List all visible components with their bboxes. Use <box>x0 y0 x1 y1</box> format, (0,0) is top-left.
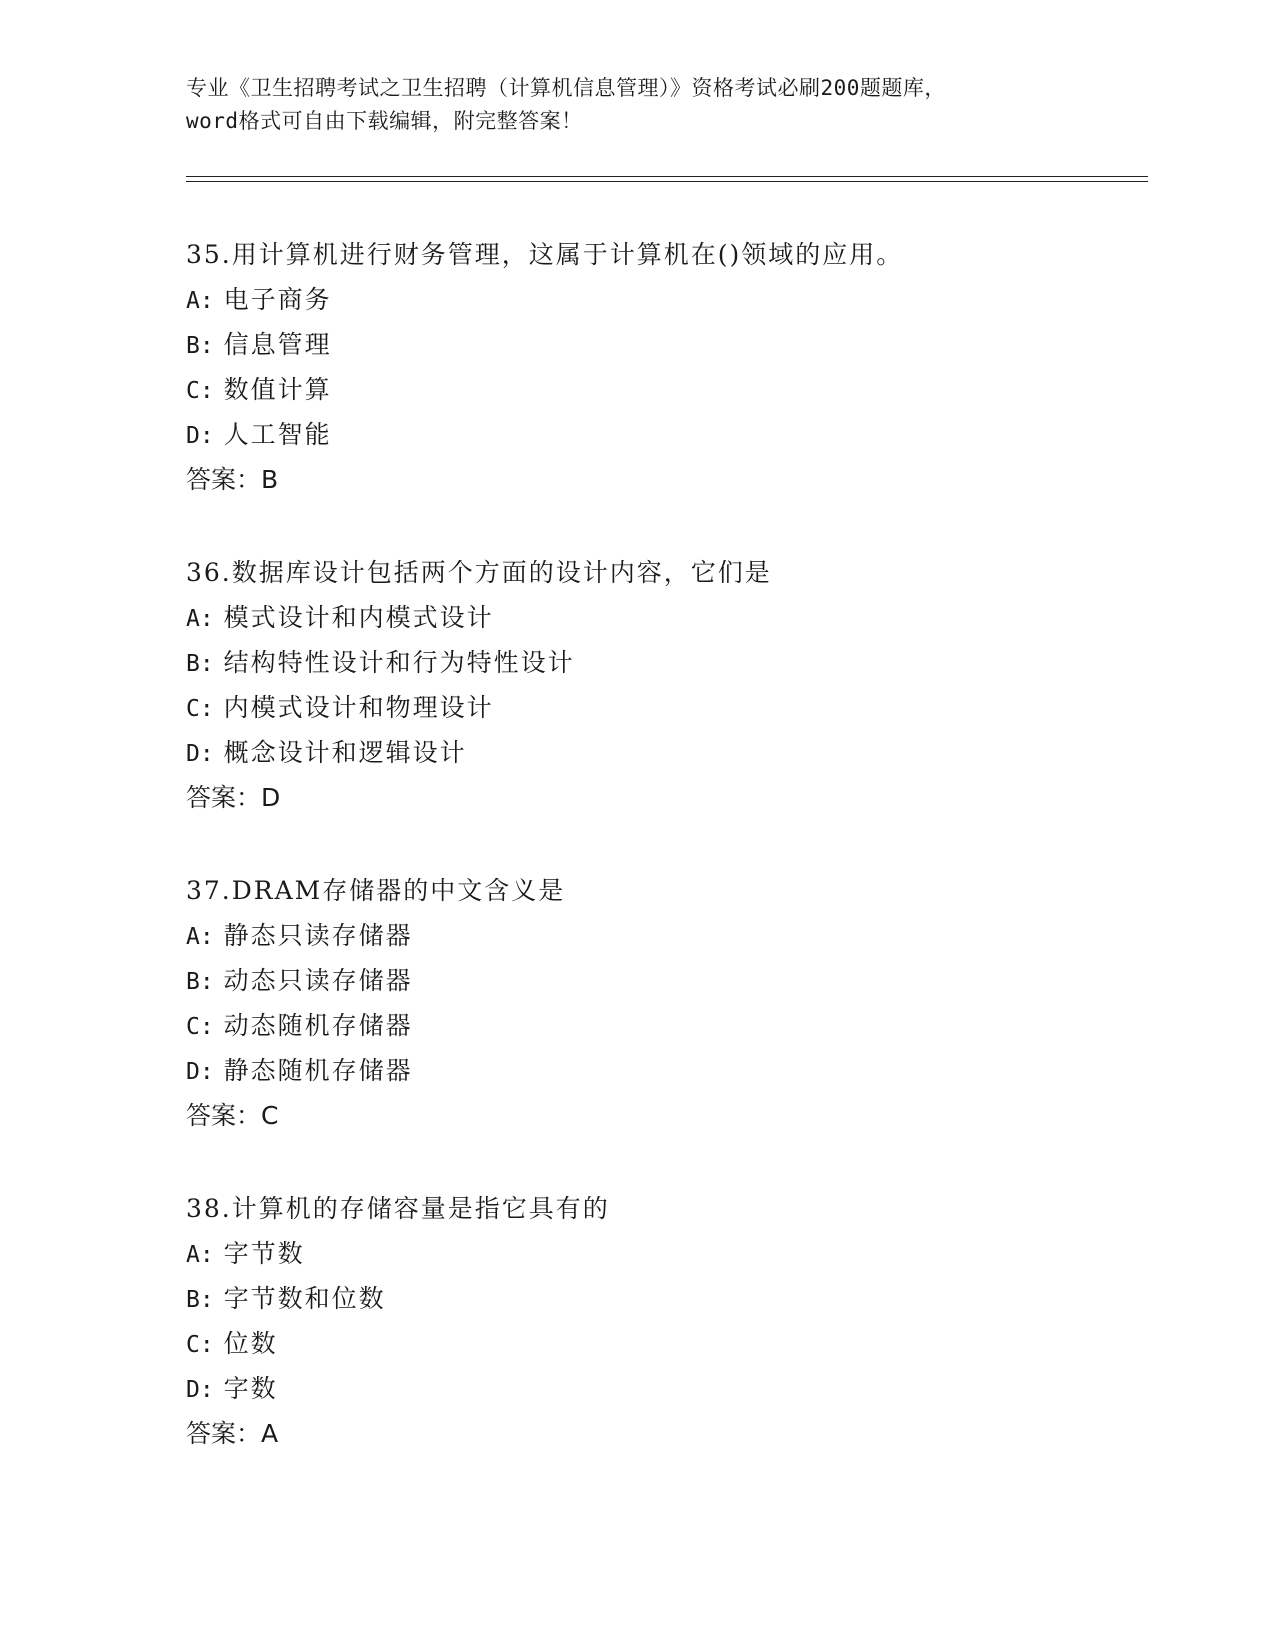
option-text: 静态只读存储器 <box>223 921 413 950</box>
option-text: 静态随机存储器 <box>223 1056 413 1085</box>
header-title-line-2: word格式可自由下载编辑，附完整答案！ <box>186 109 583 133</box>
option-b <box>186 322 1186 367</box>
document-header <box>186 72 1086 138</box>
question-stem: 36.数据库设计包括两个方面的设计内容，它们是 <box>186 558 772 587</box>
option-label: C: <box>186 1014 214 1040</box>
option-b <box>186 958 1186 1003</box>
option-text: 动态随机存储器 <box>223 1011 413 1040</box>
option-text: 信息管理 <box>223 330 332 359</box>
option-c <box>186 367 1186 412</box>
option-text: 动态只读存储器 <box>223 966 413 995</box>
answer: 答案：C <box>186 1101 279 1130</box>
option-label: D: <box>186 423 214 449</box>
option-c <box>186 685 1186 730</box>
option-text: 电子商务 <box>223 285 332 314</box>
answer: 答案：A <box>186 1419 279 1448</box>
option-text: 内模式设计和物理设计 <box>223 693 494 722</box>
option-text: 人工智能 <box>223 420 332 449</box>
option-label: C: <box>186 696 214 722</box>
option-label: A: <box>186 288 214 314</box>
option-b <box>186 640 1186 685</box>
option-label: A: <box>186 924 214 950</box>
option-text: 概念设计和逻辑设计 <box>223 738 467 767</box>
option-text: 结构特性设计和行为特性设计 <box>223 648 575 677</box>
question-stem: 38.计算机的存储容量是指它具有的 <box>186 1194 610 1223</box>
option-label: D: <box>186 1377 214 1403</box>
option-d <box>186 412 1186 457</box>
option-b <box>186 1276 1186 1321</box>
option-label: D: <box>186 1059 214 1085</box>
question-35 <box>186 232 1186 502</box>
question-stem: 35.用计算机进行财务管理，这属于计算机在()领域的应用。 <box>186 240 904 269</box>
option-d <box>186 730 1186 775</box>
option-a <box>186 277 1186 322</box>
option-a <box>186 1231 1186 1276</box>
option-label: A: <box>186 606 214 632</box>
option-label: B: <box>186 969 214 995</box>
answer: 答案：B <box>186 465 279 494</box>
answer: 答案：D <box>186 783 281 812</box>
option-c <box>186 1321 1186 1366</box>
option-a <box>186 913 1186 958</box>
option-text: 位数 <box>223 1329 278 1358</box>
header-divider-top <box>186 176 1148 177</box>
option-d <box>186 1048 1186 1093</box>
option-label: B: <box>186 333 214 359</box>
option-label: C: <box>186 378 214 404</box>
option-text: 字节数和位数 <box>223 1284 386 1313</box>
option-text: 数值计算 <box>223 375 332 404</box>
header-divider-bottom <box>186 181 1148 182</box>
option-text: 字节数 <box>223 1239 305 1268</box>
question-stem: 37.DRAM存储器的中文含义是 <box>186 876 566 905</box>
option-d <box>186 1366 1186 1411</box>
question-36 <box>186 550 1186 820</box>
option-c <box>186 1003 1186 1048</box>
question-37 <box>186 868 1186 1138</box>
option-label: C: <box>186 1332 214 1358</box>
question-38 <box>186 1186 1186 1456</box>
option-text: 字数 <box>223 1374 278 1403</box>
option-text: 模式设计和内模式设计 <box>223 603 494 632</box>
option-label: A: <box>186 1242 214 1268</box>
option-label: B: <box>186 651 214 677</box>
option-label: B: <box>186 1287 214 1313</box>
option-a <box>186 595 1186 640</box>
header-title-line-1: 专业《卫生招聘考试之卫生招聘（计算机信息管理）》资格考试必刷200题题库， <box>186 76 946 100</box>
option-label: D: <box>186 741 214 767</box>
